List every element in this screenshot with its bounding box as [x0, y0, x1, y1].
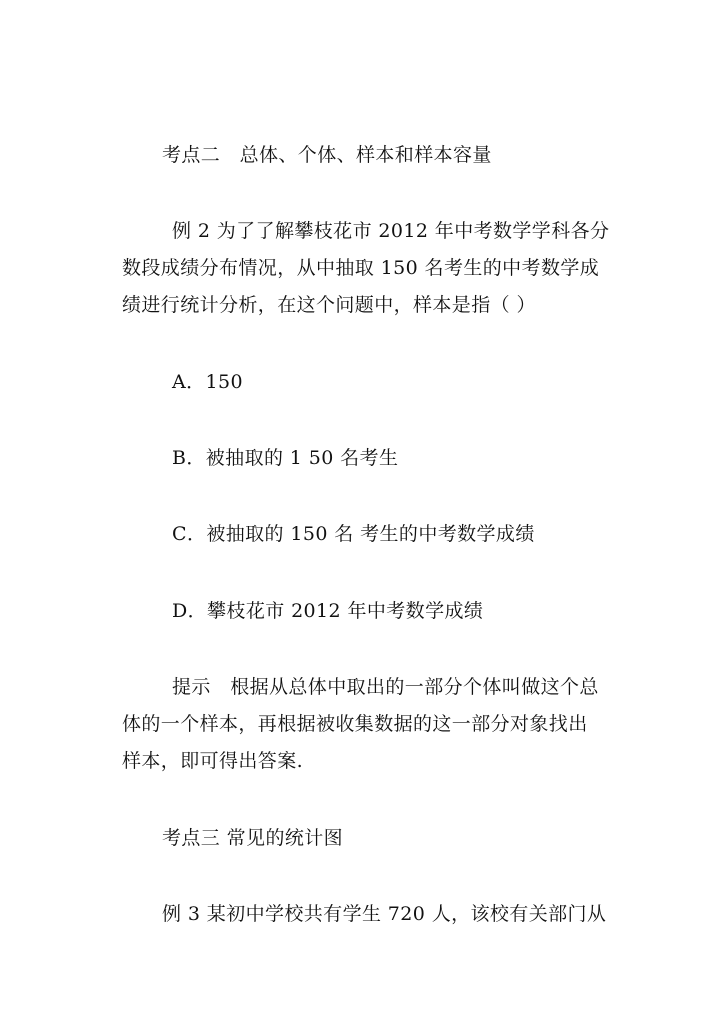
option-c: C．被抽取的 150 名 考生的中考数学成绩	[172, 523, 535, 545]
option-b: B．被抽取的 1 50 名考生	[172, 447, 399, 469]
option-a: A．150	[172, 371, 243, 393]
example-2-line-3: 绩进行统计分析，在这个问题中，样本是指（ ）	[122, 294, 536, 316]
example-2-line-2: 数段成绩分布情况，从中抽取 150 名考生的中考数学成	[122, 257, 600, 279]
section-heading-2: 考点二 总体、个体、样本和样本容量	[162, 144, 492, 166]
hint-line-1: 提示 根据从总体中取出的一部分个体叫做这个总	[172, 676, 599, 698]
example-2-line-1: 例 2 为了了解攀枝花市 2012 年中考数学学科各分	[172, 220, 610, 242]
example-3-line-1: 例 3 某初中学校共有学生 720 人，该校有关部门从	[162, 903, 607, 925]
section-heading-3: 考点三 常见的统计图	[162, 827, 344, 849]
option-d: D．攀枝花市 2012 年中考数学成绩	[172, 600, 484, 622]
hint-line-2: 体的一个样本，再根据被收集数据的这一部分对象找出	[122, 713, 588, 735]
hint-line-3: 样本，即可得出答案.	[122, 750, 304, 772]
